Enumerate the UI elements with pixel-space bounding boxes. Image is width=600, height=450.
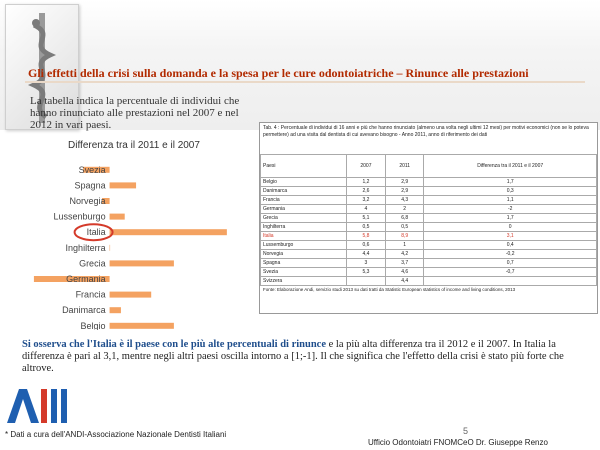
footnote: * Dati a cura dell'ANDI-Associazione Nazionale Dentisti Italiani xyxy=(5,430,227,439)
table-cell: Svezia xyxy=(261,268,347,277)
table-cell: Spagna xyxy=(261,259,347,268)
bar-chart xyxy=(0,150,255,330)
table-cell: 0,7 xyxy=(424,259,597,268)
table-row xyxy=(261,178,597,187)
table-cell: 4,4 xyxy=(386,277,424,286)
category-label-belgio: Belgio xyxy=(80,320,106,330)
table-cell: 1,2 xyxy=(346,178,385,187)
bar-francia xyxy=(110,292,152,298)
table-cell: Norvegia xyxy=(261,250,347,259)
slide-title: Gli effetti della crisi sulla domanda e la spesa per le cure odontoiatriche – Rinunce alle prestazioni xyxy=(28,66,529,80)
category-label-grecia: Grecia xyxy=(79,258,106,269)
title-divider xyxy=(25,81,585,83)
table-cell: 0,3 xyxy=(424,187,597,196)
bar-belgio xyxy=(110,323,174,329)
data-table-panel xyxy=(259,122,598,314)
table-cell: 4,6 xyxy=(386,268,424,277)
table-cell: Belgio xyxy=(261,178,347,187)
data-table xyxy=(260,154,597,286)
table-cell: 4 xyxy=(346,205,385,214)
bar-lussenburgo xyxy=(110,214,125,220)
category-label-germania: Germania xyxy=(66,274,106,284)
table-cell: 6,8 xyxy=(386,214,424,223)
table-cell xyxy=(424,277,597,286)
table-cell: 5,3 xyxy=(346,268,385,277)
table-cell: 2,9 xyxy=(386,178,424,187)
table-cell: 0,4 xyxy=(424,241,597,250)
intro-text: La tabella indica la percentuale di individui che hanno rinunciato alle prestazioni nel 2007 e nel 2012 in vari paesi. xyxy=(30,95,240,131)
table-cell: 4,4 xyxy=(346,250,385,259)
category-label-francia: Francia xyxy=(75,289,106,300)
table-row xyxy=(261,196,597,205)
table-cell: -0,7 xyxy=(424,268,597,277)
category-label-norvegia: Norvegia xyxy=(69,196,106,206)
bar-inghilterra xyxy=(110,245,111,251)
table-cell: Germania xyxy=(261,205,347,214)
table-row xyxy=(261,205,597,214)
office-credit: Ufficio Odontoiatri FNOMCeO Dr. Giuseppe Renzo xyxy=(368,438,548,447)
table-row xyxy=(261,241,597,250)
table-cell: 3 xyxy=(346,259,385,268)
table-cell: 0,5 xyxy=(346,223,385,232)
bar-italia xyxy=(110,229,227,235)
table-row xyxy=(261,214,597,223)
category-label-inghilterra: Inghilterra xyxy=(65,242,106,253)
table-row xyxy=(261,232,597,241)
table-cell: Svizzera xyxy=(261,277,347,286)
category-label-svezia: Svezia xyxy=(78,164,106,175)
table-cell: 1,1 xyxy=(424,196,597,205)
table-cell: Lussemburgo xyxy=(261,241,347,250)
table-cell: 1 xyxy=(386,241,424,250)
conclusion-text xyxy=(22,339,582,375)
category-label-lussenburgo: Lussenburgo xyxy=(53,211,106,222)
category-label-italia: Italia xyxy=(86,227,106,238)
table-cell: Francia xyxy=(261,196,347,205)
andi-logo xyxy=(5,385,75,425)
table-row xyxy=(261,277,597,286)
table-source: Fonte: Elaborazione Andi, servizio studi 2013 su dati tratti da Statistic European statistics of income and living conditions, 2013 xyxy=(263,287,516,292)
table-cell: Grecia xyxy=(261,214,347,223)
table-cell: 3,7 xyxy=(386,259,424,268)
table-header-cell: Paesi xyxy=(261,155,347,178)
table-row xyxy=(261,250,597,259)
table-cell: 1,7 xyxy=(424,214,597,223)
table-caption: Tab. 4 : Percentuale di individui di 16 anni e più che hanno rinunciato (almeno una volta negli ultimi 12 mesi) per motivi economici (non se lo poteva permettere) ad una visita dal dentista di cui avevano bisogno - Anno 2011, anno di riferimento dei dati xyxy=(263,125,589,138)
table-cell: 2,6 xyxy=(346,187,385,196)
table-cell: 5,1 xyxy=(346,214,385,223)
category-label-danimarca: Danimarca xyxy=(62,305,106,316)
chart-title: Differenza tra il 2011 e il 2007 xyxy=(68,140,200,151)
table-row xyxy=(261,259,597,268)
table-cell: 2,9 xyxy=(386,187,424,196)
table-cell xyxy=(346,277,385,286)
page-number: 5 xyxy=(463,426,469,436)
table-header-cell: Differenza tra il 2011 e il 2007 xyxy=(424,155,597,178)
table-cell: 0,5 xyxy=(386,223,424,232)
table-row xyxy=(261,187,597,196)
table-cell: 4,2 xyxy=(386,250,424,259)
table-cell: 5,8 xyxy=(346,232,385,241)
table-cell: Italia xyxy=(261,232,347,241)
conclusion-bold: Si osserva che l'Italia è il paese con le più alte percentuali di rinunce xyxy=(22,339,327,350)
table-row xyxy=(261,223,597,232)
bar-grecia xyxy=(110,260,174,266)
bar-spagna xyxy=(110,182,136,188)
table-cell: 3,1 xyxy=(424,232,597,241)
table-cell: Inghilterra xyxy=(261,223,347,232)
bar-danimarca xyxy=(110,307,121,313)
table-row xyxy=(261,268,597,277)
conclusion-rest: e la più alta differenza tra il 2012 e il 2007. In Italia la differenza è pari al 3,1, mentre negli altri paesi oscilla intorno a [1;-1]. Il che significa che l'effetto della crisi è stato più forte che altrove. xyxy=(22,339,564,374)
table-header-cell: 2007 xyxy=(346,155,385,178)
table-cell: 2 xyxy=(386,205,424,214)
table-cell: 8,9 xyxy=(386,232,424,241)
table-cell: -0,2 xyxy=(424,250,597,259)
table-cell: -2 xyxy=(424,205,597,214)
category-label-spagna: Spagna xyxy=(74,180,106,191)
table-cell: 3,2 xyxy=(346,196,385,205)
table-cell: 0 xyxy=(424,223,597,232)
table-cell: 0,6 xyxy=(346,241,385,250)
table-header-cell: 2011 xyxy=(386,155,424,178)
table-cell: 1,7 xyxy=(424,178,597,187)
table-cell: Danimarca xyxy=(261,187,347,196)
table-cell: 4,3 xyxy=(386,196,424,205)
